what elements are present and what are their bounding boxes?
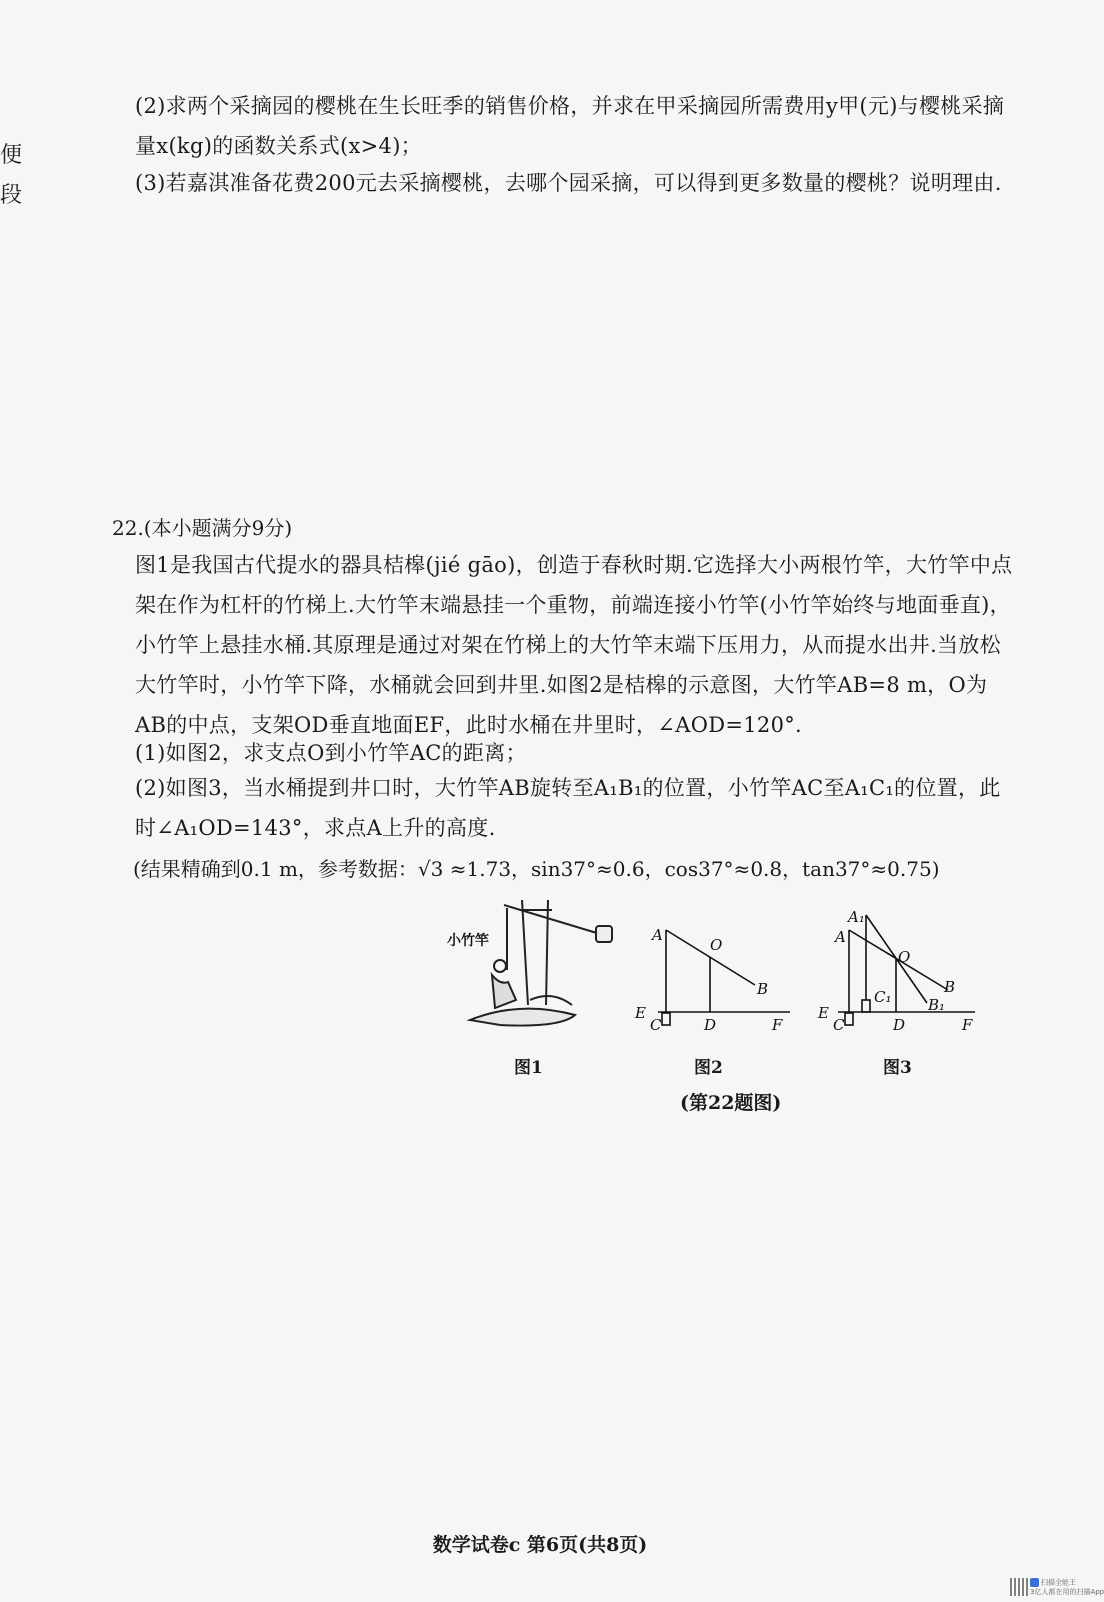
- fig1-post-left: [522, 900, 528, 1005]
- figure-group-caption: (第22题图): [680, 1092, 782, 1114]
- fig3-diagram: [838, 915, 975, 1025]
- fig2-label-A: A: [652, 926, 663, 944]
- fig1-small-pole-label: 小竹竿: [447, 933, 489, 949]
- fig2-label-B: B: [757, 980, 769, 998]
- fig3-bucket-C: [845, 1013, 853, 1025]
- fig3-label-A1: A₁: [848, 908, 865, 926]
- scanner-tagline: 3亿人都在用的扫描App: [1030, 1587, 1104, 1596]
- fig3-label-E: E: [818, 1004, 829, 1022]
- qr-code: [1010, 1578, 1028, 1596]
- fig3-bucket-C1: [862, 1000, 870, 1012]
- q22-part1: (1)如图2，求支点O到小竹竿AC的距离；: [135, 741, 527, 765]
- fig3-label-B1: B₁: [928, 996, 946, 1014]
- fig3-label-C1: C₁: [874, 988, 892, 1006]
- margin-char-2: 段: [0, 183, 23, 208]
- q21-part3: (3)若嘉淇准备花费200元去采摘樱桃，去哪个园采摘，可以得到更多数量的樱桃？说明理由.: [135, 171, 1002, 195]
- fig2-label-F: F: [772, 1016, 783, 1034]
- fig2-label-D: D: [704, 1016, 717, 1034]
- scanner-logo-icon: [1030, 1578, 1039, 1587]
- fig2-bucket: [662, 1013, 670, 1025]
- fig1-caption: 图1: [514, 1058, 543, 1078]
- fig1-illustration: [470, 900, 612, 1026]
- page-footer: 数学试卷c 第6页(共8页): [432, 1534, 648, 1556]
- fig1-person-head: [494, 960, 506, 972]
- q22-part2: (2)如图3，当水桶提到井口时，大竹竿AB旋转至A₁B₁的位置，小竹竿AC至A₁C₁的位置，此时∠A₁OD=143°，求点A上升的高度.: [135, 776, 1001, 840]
- fig2-label-E: E: [635, 1004, 646, 1022]
- fig1-person-body: [492, 975, 516, 1008]
- fig3-caption: 图3: [883, 1058, 912, 1078]
- fig3-label-C: C: [833, 1016, 845, 1034]
- fig1-rock: [530, 996, 572, 1005]
- q22-intro: 图1是我国古代提水的器具桔槔(jié gāo)，创造于春秋时期.它选择大小两根竹竿，大竹竿中点架在作为杠杆的竹梯上.大竹竿末端悬挂一个重物，前端连接小竹竿(小竹竿始终与地面垂直)，小竹竿上悬挂水桶.其原理是通过对架在竹梯上的大竹竿末端下压用力，从而提水出井.当放松大竹竿时，小竹竿下降，水桶就会回到井里.如图2是桔槔的示意图，大竹竿AB=8 m，O为AB的中点，支架OD垂直地面EF，此时水桶在井里时，∠AOD=120°.: [135, 553, 1013, 737]
- fig1-weight: [596, 926, 612, 942]
- fig3-label-B: B: [944, 978, 956, 996]
- fig3-label-A: A: [835, 928, 846, 946]
- fig1-ground: [470, 1009, 575, 1026]
- fig3-label-O: O: [898, 948, 911, 966]
- q22-note: (结果精确到0.1 m，参考数据：√3 ≈1.73，sin37°≈0.6，cos37°≈0.8，tan37°≈0.75): [133, 857, 940, 881]
- fig1-pole: [504, 905, 610, 937]
- scanner-brand: 扫描全能王: [1041, 1578, 1076, 1587]
- q22-heading: 22.(本小题满分9分): [112, 516, 293, 540]
- fig3-label-D: D: [893, 1016, 906, 1034]
- fig2-label-C: C: [650, 1016, 662, 1034]
- fig2-caption: 图2: [694, 1058, 723, 1078]
- fig2-label-O: O: [710, 936, 723, 954]
- fig2-diagram: [658, 930, 790, 1025]
- fig3-label-F: F: [962, 1016, 973, 1034]
- scanner-watermark: [1030, 1578, 1104, 1597]
- fig1-post-right: [546, 900, 548, 1005]
- q21-part2: (2)求两个采摘园的樱桃在生长旺季的销售价格，并求在甲采摘园所需费用y甲(元)与樱桃采摘量x(kg)的函数关系式(x>4)；: [135, 94, 1005, 158]
- margin-char-1: 便: [0, 143, 23, 168]
